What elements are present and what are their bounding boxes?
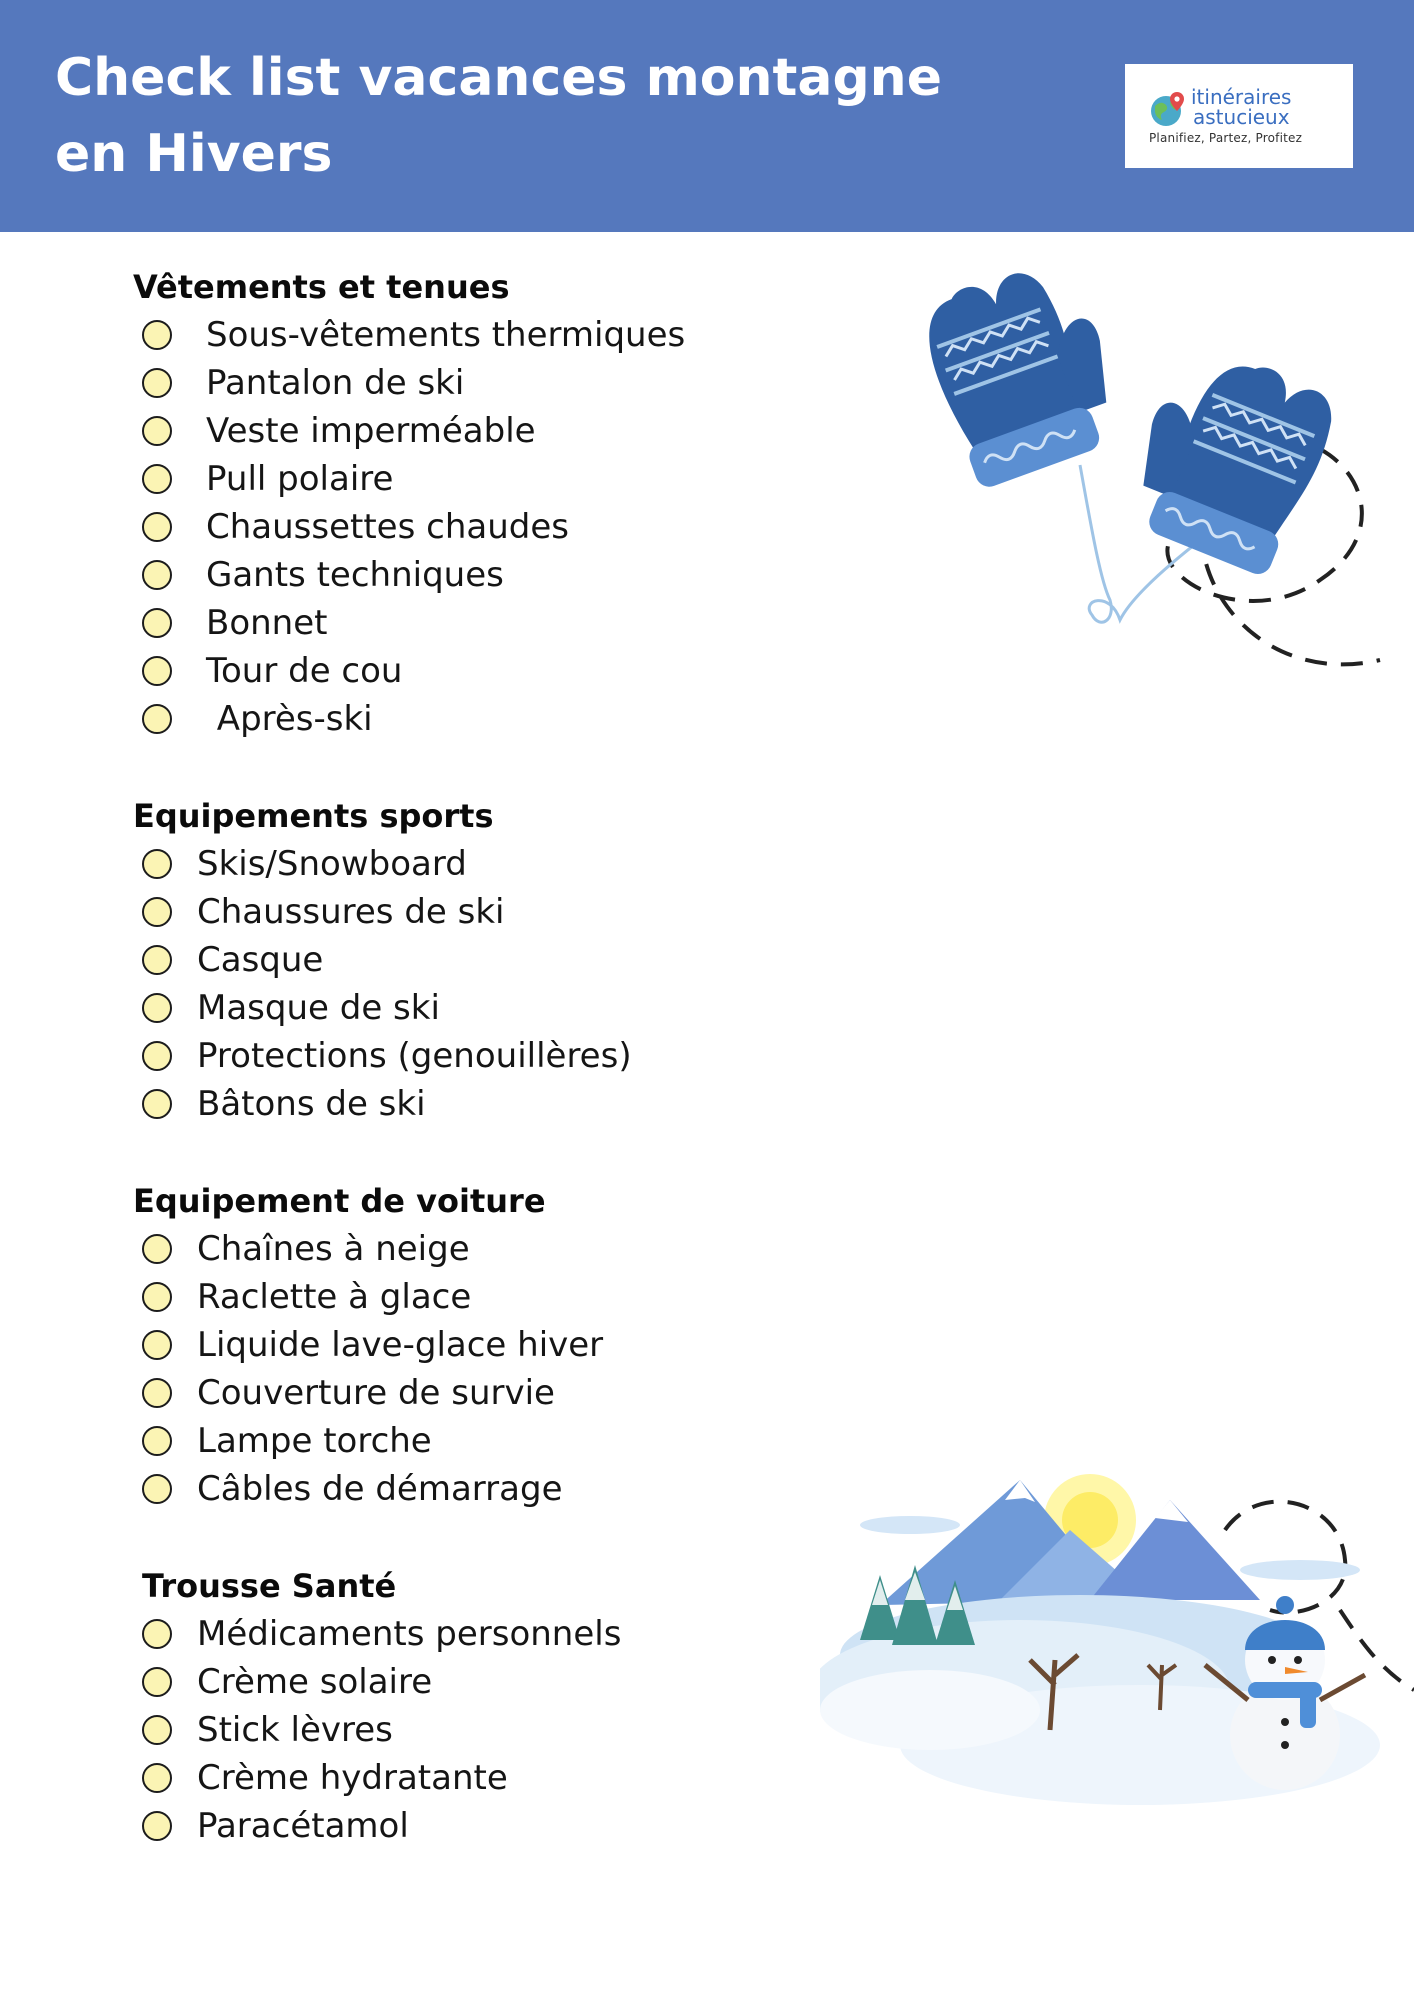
checkbox-circle[interactable] [142, 1234, 172, 1264]
item-label: Pantalon de ski [206, 363, 465, 403]
section-trousse-sante [133, 1562, 621, 1850]
checkbox-circle[interactable] [142, 993, 172, 1023]
item-label: Sous-vêtements thermiques [206, 315, 686, 355]
list-item[interactable] [133, 888, 632, 936]
checkbox-circle[interactable] [142, 368, 172, 398]
item-label: Chaussures de ski [197, 892, 505, 932]
page-header [0, 0, 1414, 232]
list-item[interactable] [133, 647, 685, 695]
checkbox-circle[interactable] [142, 1330, 172, 1360]
logo-name-line-2: astucieux [1193, 105, 1290, 129]
item-label: Tour de cou [206, 651, 403, 691]
brand-logo [1125, 64, 1353, 168]
section-title: Equipements sports [133, 797, 494, 835]
item-label: Skis/Snowboard [197, 844, 467, 884]
section-title: Vêtements et tenues [133, 268, 510, 306]
checkbox-circle[interactable] [142, 416, 172, 446]
list-item[interactable] [133, 1080, 632, 1128]
item-label: Couverture de survie [197, 1373, 555, 1413]
item-label: Liquide lave-glace hiver [197, 1325, 604, 1365]
list-item[interactable] [133, 407, 685, 455]
list-item[interactable] [133, 1417, 603, 1465]
item-label: Protections (genouillères) [197, 1036, 632, 1076]
list-item[interactable] [133, 551, 685, 599]
checkbox-circle[interactable] [142, 464, 172, 494]
page-title [55, 40, 955, 192]
list-item[interactable] [133, 1706, 621, 1754]
section-equipement-voiture [133, 1177, 603, 1513]
item-label: Paracétamol [197, 1806, 409, 1846]
item-label: Crème solaire [197, 1662, 433, 1702]
item-label: Crème hydratante [197, 1758, 508, 1798]
list-item[interactable] [133, 1032, 632, 1080]
checkbox-circle[interactable] [142, 1282, 172, 1312]
list-item[interactable] [133, 599, 685, 647]
checkbox-circle[interactable] [142, 1089, 172, 1119]
list-item[interactable] [133, 1658, 621, 1706]
checkbox-circle[interactable] [142, 1041, 172, 1071]
item-label: Veste imperméable [206, 411, 536, 451]
winter-landscape-snowman-illustration [820, 1460, 1414, 1820]
item-label: Après-ski [206, 699, 373, 739]
checkbox-circle[interactable] [142, 1763, 172, 1793]
item-label: Raclette à glace [197, 1277, 472, 1317]
list-item[interactable] [133, 1754, 621, 1802]
checkbox-circle[interactable] [142, 560, 172, 590]
item-label: Chaussettes chaudes [206, 507, 569, 547]
checkbox-circle[interactable] [142, 512, 172, 542]
item-label: Gants techniques [206, 555, 504, 595]
list-item[interactable] [133, 1465, 603, 1513]
section-title: Equipement de voiture [133, 1182, 546, 1220]
mittens-illustration [920, 260, 1414, 680]
item-label: Lampe torche [197, 1421, 432, 1461]
checkbox-circle[interactable] [142, 1619, 172, 1649]
checkbox-circle[interactable] [142, 849, 172, 879]
list-item[interactable] [133, 695, 685, 743]
list-item[interactable] [133, 455, 685, 503]
checkbox-circle[interactable] [142, 1667, 172, 1697]
logo-tagline: Planifiez, Partez, Profitez [1149, 131, 1303, 145]
item-label: Pull polaire [206, 459, 394, 499]
list-item[interactable] [133, 503, 685, 551]
item-label: Médicaments personnels [197, 1614, 622, 1654]
checkbox-circle[interactable] [142, 656, 172, 686]
item-label: Masque de ski [197, 988, 440, 1028]
item-label: Casque [197, 940, 324, 980]
page-title-line-2: en Hivers [55, 124, 333, 184]
checkbox-circle[interactable] [142, 1426, 172, 1456]
item-label: Câbles de démarrage [197, 1469, 563, 1509]
item-label: Chaînes à neige [197, 1229, 470, 1269]
checkbox-circle[interactable] [142, 897, 172, 927]
list-item[interactable] [133, 1273, 603, 1321]
list-item[interactable] [133, 1321, 603, 1369]
checkbox-circle[interactable] [142, 1715, 172, 1745]
list-item[interactable] [133, 840, 632, 888]
checkbox-circle[interactable] [142, 945, 172, 975]
list-item[interactable] [133, 1369, 603, 1417]
section-title: Trousse Santé [142, 1567, 397, 1605]
list-item[interactable] [133, 984, 632, 1032]
item-label: Bonnet [206, 603, 328, 643]
list-item[interactable] [133, 1610, 621, 1658]
list-item[interactable] [133, 1225, 603, 1273]
list-item[interactable] [133, 1802, 621, 1850]
checkbox-circle[interactable] [142, 1474, 172, 1504]
item-label: Bâtons de ski [197, 1084, 426, 1124]
item-label: Stick lèvres [197, 1710, 393, 1750]
checkbox-circle[interactable] [142, 1378, 172, 1408]
list-item[interactable] [133, 311, 685, 359]
list-item[interactable] [133, 359, 685, 407]
section-equipements-sports [133, 792, 632, 1128]
checkbox-circle[interactable] [142, 608, 172, 638]
list-item[interactable] [133, 936, 632, 984]
page-title-line-1: Check list vacances montagne [55, 48, 942, 108]
checkbox-circle[interactable] [142, 1811, 172, 1841]
globe-pin-icon [1147, 88, 1189, 130]
logo-name-line-1: itinéraires [1191, 85, 1292, 109]
checkbox-circle[interactable] [142, 320, 172, 350]
section-vetements [133, 263, 685, 743]
checkbox-circle[interactable] [142, 704, 172, 734]
